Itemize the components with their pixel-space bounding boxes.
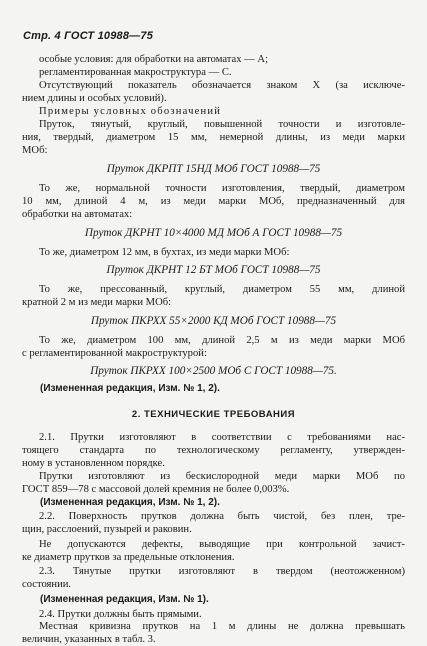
examples-heading: Примеры условных обозначений	[39, 106, 222, 117]
text-line: щин, расслоений, пузырей и раковин.	[22, 524, 192, 535]
text-line: особые условия: для обработки на автоматах — А;	[39, 54, 269, 65]
amendment-note: (Измененная редакция, Изм. № 1).	[40, 594, 209, 605]
page-header: Стр. 4 ГОСТ 10988—75	[23, 30, 154, 42]
text-line: 2.2. Поверхность прутков должна быть чистой, без плен, тре-	[39, 511, 405, 522]
example-designation: Пруток ПКРХХ 100×2500 МОб С ГОСТ 10988—75.	[90, 365, 337, 377]
text-line: ния, твердый, диаметром 15 мм, немерной длины, из меди марки	[22, 132, 405, 143]
text-line: Не допускаются дефекты, выводящие при контрольной зачист-	[39, 539, 405, 550]
example-designation: Пруток ДКРНТ 12 БТ МОб ГОСТ 10988—75	[106, 264, 321, 276]
text-line: То же, диаметром 12 мм, в бухтах, из меди марки МОб:	[39, 247, 290, 258]
example-designation: Пруток ДКРНТ 10×4000 МД МОб А ГОСТ 10988—75	[84, 227, 343, 239]
text-line: То же, диаметром 100 мм, длиной 2,5 м из меди марки МОб	[39, 335, 405, 346]
text-line: Пруток, тянутый, круглый, повышенной точности и изготовле-	[39, 119, 405, 130]
text-line: обработки на автоматах:	[22, 209, 133, 220]
text-line: 2.3. Тянутые прутки изготовляют в твердом (неотожженном)	[39, 566, 405, 577]
text-line: с регламентированной макроструктурой:	[22, 348, 207, 359]
text-line: То же, нормальной точности изготовления, твердый, диаметром	[39, 183, 405, 194]
text-line: Прутки изготовляют из бескислородной меди марки МОб по	[39, 471, 405, 482]
text-line: тоящего стандарта по технологическому регламенту, утвержден-	[22, 445, 405, 456]
text-line: МОб:	[22, 145, 48, 156]
amendment-note: (Измененная редакция, Изм. № 1, 2).	[40, 383, 220, 394]
text-line: нием длины и особых условий).	[22, 93, 167, 104]
text-line: состоянии.	[22, 579, 72, 590]
text-line: ному в установленном порядке.	[22, 458, 165, 469]
example-designation: Пруток ДКРПТ 15НД МОб ГОСТ 10988—75	[106, 163, 321, 175]
text-line: кратной 2 м из меди марки МОб:	[22, 297, 172, 308]
text-line: Отсутствующий показатель обозначается знаком X (за исключе-	[39, 80, 405, 91]
text-line: регламентированная макроструктура — С.	[39, 67, 232, 78]
example-designation: Пруток ПКРХХ 55×2000 КД МОб ГОСТ 10988—75	[90, 315, 337, 327]
amendment-note: (Измененная редакция, Изм. № 1, 2).	[40, 497, 220, 508]
text-line: То же, прессованный, круглый, диаметром 55 мм, длиной	[39, 284, 405, 295]
text-line: ГОСТ 859—78 с массовой долей кремния не более 0,003%.	[22, 484, 290, 495]
text-line: 2.4. Прутки должны быть прямыми.	[39, 609, 202, 620]
text-line: 2.1. Прутки изготовляют в соответствии с требованиями нас-	[39, 432, 405, 443]
text-line: ке диаметр прутков за предельные отклонения.	[22, 552, 235, 563]
text-line: величин, указанных в табл. 3.	[22, 634, 156, 645]
section-title: 2. ТЕХНИЧЕСКИЕ ТРЕБОВАНИЯ	[131, 409, 296, 420]
text-line: Местная кривизна прутков на 1 м длины не должна превышать	[39, 621, 405, 632]
text-line: 10 мм, длиной 4 м, из меди марки МОб, предназначенный для	[22, 196, 405, 207]
